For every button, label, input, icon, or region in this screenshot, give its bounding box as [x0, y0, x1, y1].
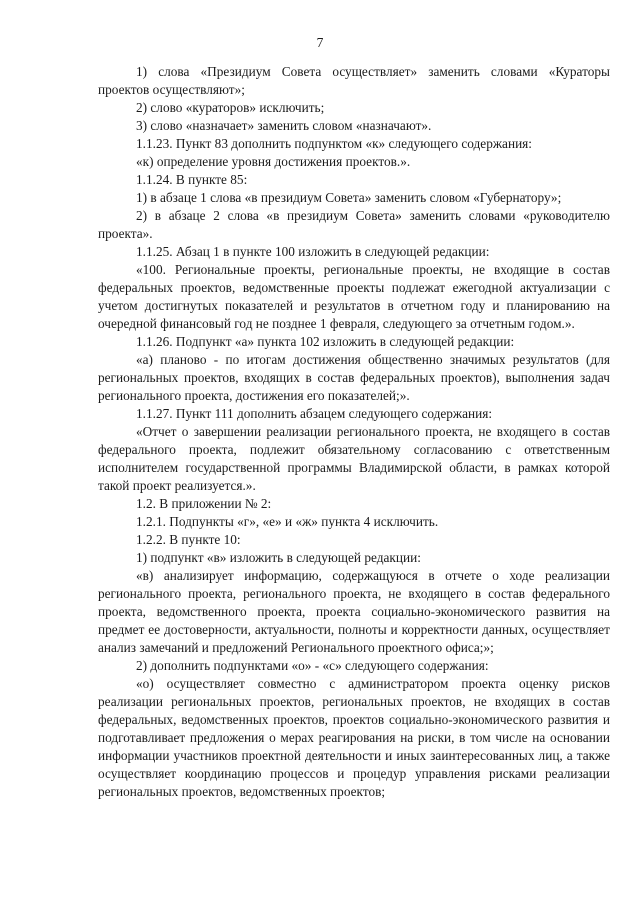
paragraph: 3) слово «назначает» заменить словом «назначают». [136, 118, 432, 133]
paragraph: 1) слова «Президиум Совета осуществляет» заменить словами «Кураторы [136, 64, 610, 79]
paragraph: 2) слово «кураторов» исключить; [136, 100, 325, 115]
paragraph: 1.1.25. Абзац 1 в пункте 100 изложить в следующей редакции: [136, 244, 490, 259]
paragraph: 1.2.2. В пункте 10: [136, 532, 241, 547]
paragraph: 2) в абзаце 2 слова «в президиум Совета» заменить словами «руководителю проекта». [98, 208, 610, 241]
paragraph: 1.2. В приложении № 2: [136, 496, 272, 511]
paragraph: «о) осуществляет совместно с администратором проекта оценку рисков реализации региональных проектов, региональных проектов, не входящих в состав федеральных, ведомственных проектов, проектов социально-экономического развития и подготавливает предложения о мерах реагирования на риски, в том числе на основании информации участников проектной деятельности и иных заинтересованных лиц, а также осуществляет координацию процессов и процедур управления рисками реализации региональных проектов, ведомственных проектов; [98, 676, 610, 799]
paragraph: 1.2.1. Подпункты «г», «е» и «ж» пункта 4 исключить. [136, 514, 439, 529]
paragraph: «100. Региональные проекты, региональные проекты, не входящие в состав федеральных проектов, ведомственные проекты подлежат ежегодной актуализации с учетом достигнутых показателей и результатов в отчетном году и планированию на очередной финансовый год не позднее 1 февраля, следующего за отчетным годом.». [98, 262, 610, 331]
paragraph: «к) определение уровня достижения проектов.». [136, 154, 411, 169]
paragraph: 1.1.26. Подпункт «а» пункта 102 изложить в следующей редакции: [136, 334, 515, 349]
paragraph: 1) в абзаце 1 слова «в президиум Совета» заменить словом «Губернатору»; [136, 190, 562, 205]
page-number: 7 [316, 35, 324, 50]
document-body [98, 63, 610, 801]
paragraph: проектов осуществляют»; [98, 82, 245, 97]
paragraph: «Отчет о завершении реализации регионального проекта, не входящего в состав федерального проекта, подлежит обязательному согласованию с ответственным исполнителем государственной программы Владимирской области, в рамках которой такой проект реализуется.». [98, 424, 610, 493]
paragraph: 2) дополнить подпунктами «о» - «с» следующего содержания: [136, 658, 489, 673]
paragraph: «в) анализирует информацию, содержащуюся в отчете о ходе реализации регионального проекта, регионального проекта, не входящего в состав федерального проекта, ведомственного проекта, проекта социально-экономического развития на предмет ее достоверности, актуальности, полноты и корректности данных, осуществляет анализ замечаний и предложений Регионального проектного офиса;»; [98, 568, 610, 655]
paragraph: 1.1.27. Пункт 111 дополнить абзацем следующего содержания: [136, 406, 493, 421]
paragraph: 1) подпункт «в» изложить в следующей редакции: [136, 550, 421, 565]
paragraph: 1.1.24. В пункте 85: [136, 172, 248, 187]
paragraph: 1.1.23. Пункт 83 дополнить подпунктом «к» следующего содержания: [136, 136, 532, 151]
paragraph: «а) планово - по итогам достижения общественно значимых результатов (для региональных проектов, входящих в состав федеральных проектов), выполнения задач регионального проекта, достижения его показателей;». [98, 352, 610, 403]
